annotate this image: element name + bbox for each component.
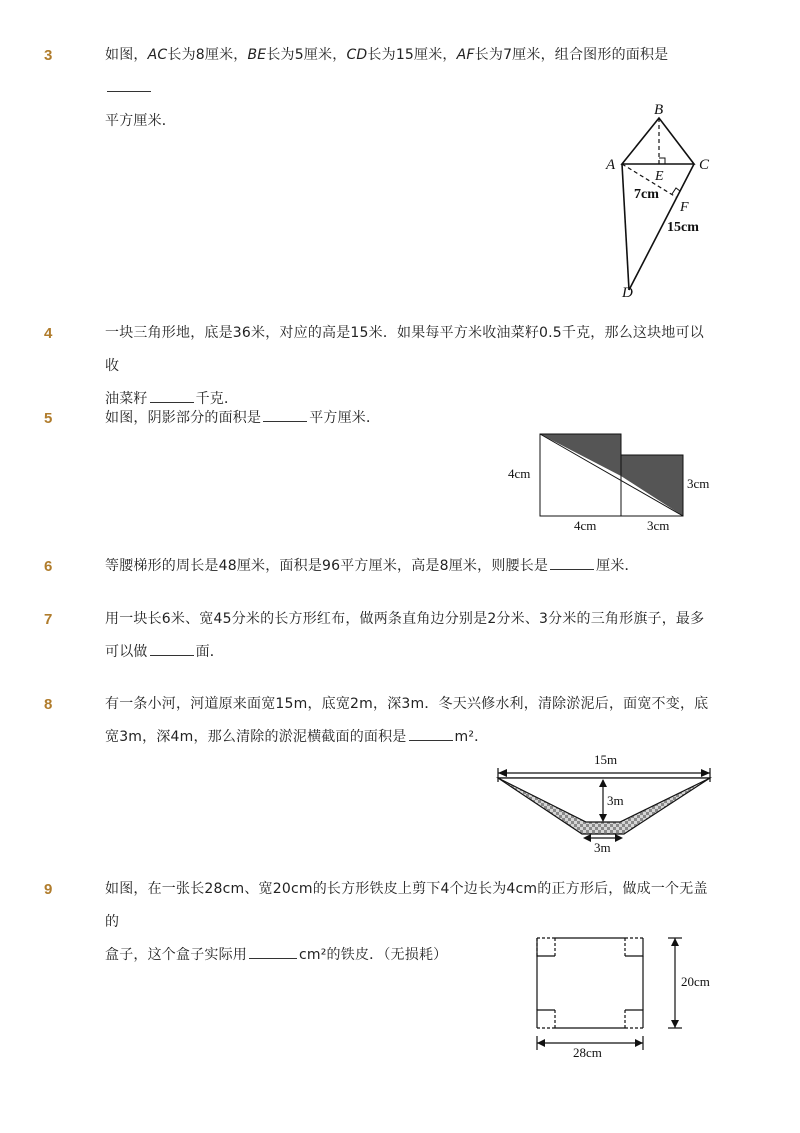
label-cd-length: 15cm bbox=[667, 220, 699, 235]
question-text: 等腰梯形的周长是48厘米，面积是96平方厘米，高是8厘米，则腰长是 厘米． bbox=[105, 558, 639, 574]
label-depth: 3m bbox=[607, 793, 624, 808]
label-e: E bbox=[655, 169, 664, 184]
label-d: D bbox=[622, 285, 633, 301]
answer-blank[interactable] bbox=[249, 946, 297, 959]
question-text: 如图，AC长为8厘米，BE长为5厘米，CD长为15厘米，AF长为7厘米，组合图形的面积是 平方厘米． bbox=[105, 47, 669, 129]
question-text: 有一条小河，河道原来面宽15m，底宽2m，深3m．冬天兴修水利，清除淤泥后，面宽不变，底 宽3m，深4m，那么清除的淤泥横截面的面积是 m²． bbox=[105, 696, 709, 745]
question-number: 5 bbox=[44, 410, 53, 427]
answer-blank[interactable] bbox=[107, 79, 151, 92]
question-text: 如图，阴影部分的面积是 平方厘米． bbox=[105, 410, 381, 426]
label-bottom-width: 3m bbox=[594, 840, 611, 855]
label-af-length: 7cm bbox=[634, 187, 659, 202]
question-number: 9 bbox=[44, 881, 53, 898]
question-number: 3 bbox=[44, 47, 53, 64]
label-bottom-right: 3cm bbox=[647, 518, 670, 533]
figure-kite bbox=[600, 98, 720, 303]
question-text: 用一块长6米、宽45分米的长方形红布，做两条直角边分别是2分米、3分米的三角形旗子，最多 可以做 面． bbox=[105, 611, 705, 660]
label-right-height: 3cm bbox=[687, 476, 710, 491]
label-box-height: 20cm bbox=[681, 974, 710, 989]
question-number: 6 bbox=[44, 558, 53, 575]
question-text: 如图，在一张长28cm、宽20cm的长方形铁皮上剪下4个边长为4cm的正方形后，做成一个无盖的 盒子，这个盒子实际用 cm²的铁皮．（无损耗） bbox=[105, 881, 708, 963]
answer-blank[interactable] bbox=[409, 728, 453, 741]
label-bottom-left: 4cm bbox=[574, 518, 597, 533]
label-box-width: 28cm bbox=[573, 1045, 602, 1060]
label-a: A bbox=[606, 157, 616, 173]
question-number: 8 bbox=[44, 696, 53, 713]
answer-blank[interactable] bbox=[550, 557, 594, 570]
question-number: 4 bbox=[44, 325, 53, 342]
label-top-width: 15m bbox=[594, 752, 618, 767]
figure-river-section bbox=[490, 752, 720, 857]
answer-blank[interactable] bbox=[263, 409, 307, 422]
label-c: C bbox=[699, 157, 710, 173]
question-text: 一块三角形地，底是36米，对应的高是15米．如果每平方米收油菜籽0.5千克，那么这块地可以收 油菜籽 千克． bbox=[105, 325, 704, 407]
question-number: 7 bbox=[44, 611, 53, 628]
label-f: F bbox=[680, 200, 689, 215]
label-left-height: 4cm bbox=[508, 466, 531, 481]
figure-box-net bbox=[525, 930, 725, 1065]
figure-two-squares bbox=[500, 428, 730, 538]
label-b: B bbox=[654, 102, 664, 118]
answer-blank[interactable] bbox=[150, 643, 194, 656]
